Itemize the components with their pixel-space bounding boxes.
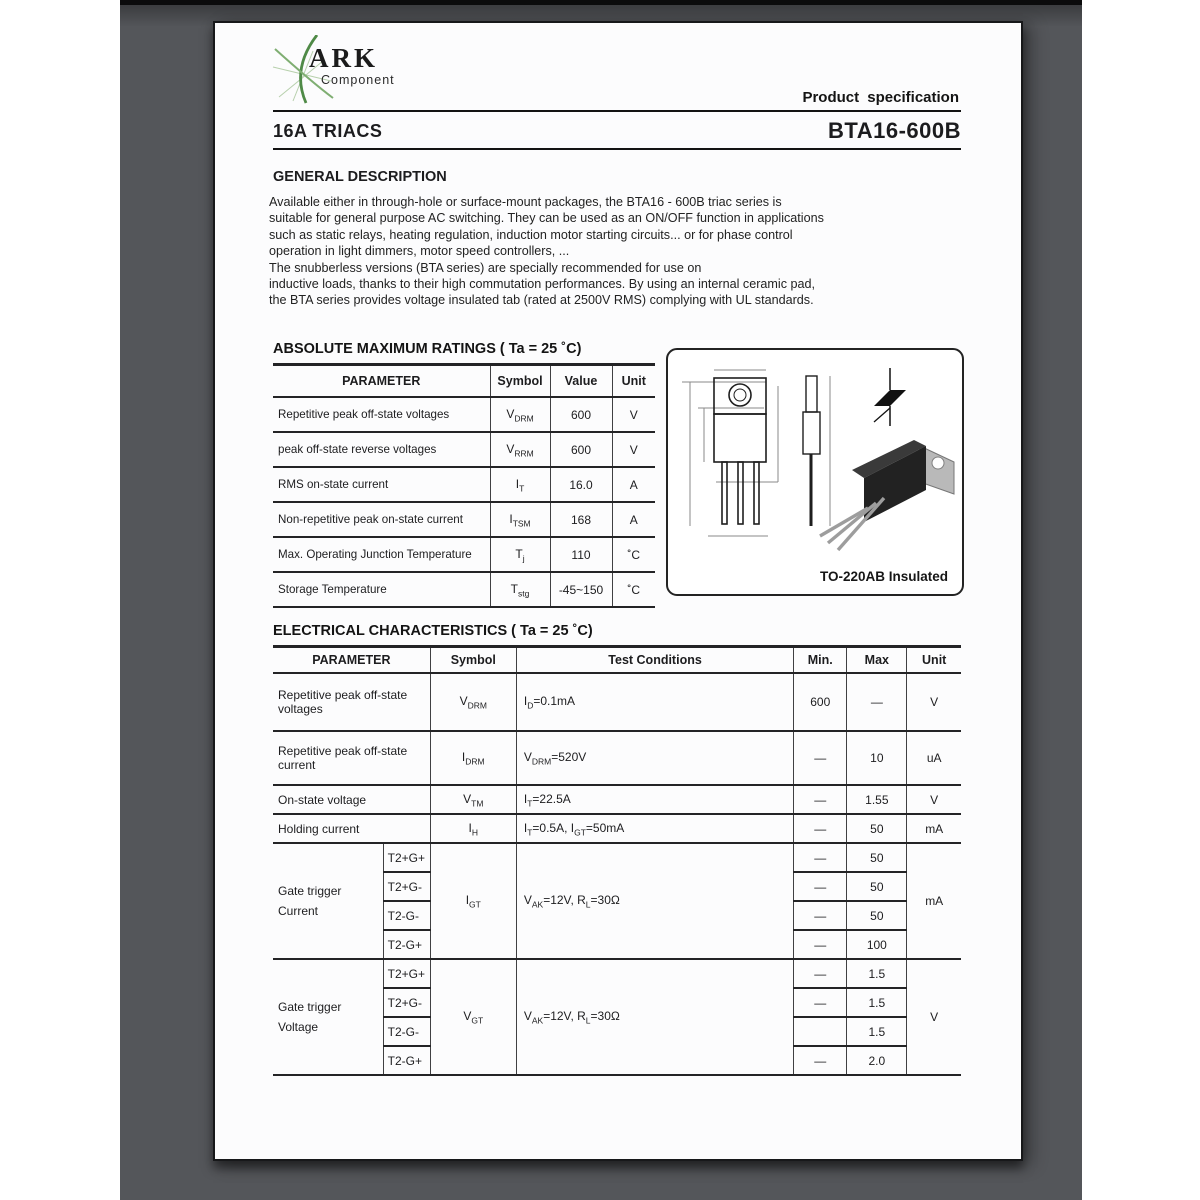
cell-max: 1.55 — [847, 785, 907, 814]
col-header: Value — [550, 365, 612, 398]
cell-conditions: $V_{AK}=12V$, $R_L=30\Omega$ — [516, 843, 793, 959]
cell-quadrant: T2-G+ — [383, 930, 430, 959]
cell-symbol: $V_{RRM}$ — [490, 432, 550, 467]
cell-min: — — [794, 872, 847, 901]
cell-min: — — [794, 785, 847, 814]
cell-quadrant: T2-G- — [383, 901, 430, 930]
cell-unit: A — [612, 502, 655, 537]
cell-quadrant: T2+G- — [383, 872, 430, 901]
cell-unit: V — [612, 397, 655, 432]
col-header: PARAMETER — [273, 365, 490, 398]
package-3d-illustration — [820, 440, 954, 550]
col-header: Unit — [612, 365, 655, 398]
description-line: operation in light dimmers, motor speed controllers, ... — [269, 244, 570, 259]
cell-value: 168 — [550, 502, 612, 537]
cell-max: 50 — [847, 843, 907, 872]
package-caption: TO-220AB Insulated — [819, 569, 948, 584]
cell-max: 50 — [847, 901, 907, 930]
cell-unit: ˚C — [612, 572, 655, 607]
cell-min: — — [794, 814, 847, 843]
cell-min: — — [794, 731, 847, 785]
cell-param: Holding current — [273, 814, 430, 843]
cell-max: 1.5 — [847, 959, 907, 988]
amr-section-title: ABSOLUTE MAXIMUM RATINGS ( Ta = 25 ˚C) — [273, 341, 582, 357]
general-description-title: GENERAL DESCRIPTION — [273, 169, 447, 185]
cell-symbol: $V_{GT}$ — [430, 959, 516, 1075]
product-specification-label: Product specification — [802, 89, 959, 106]
cell-min — [794, 1017, 847, 1046]
cell-symbol: $I_T$ — [490, 467, 550, 502]
datasheet-page — [213, 21, 1023, 1161]
cell-unit: mA — [907, 814, 961, 843]
cell-symbol: $T_j$ — [490, 537, 550, 572]
triac-symbol-icon — [874, 368, 906, 426]
part-number: BTA16-600B — [828, 118, 961, 143]
cell-max: 100 — [847, 930, 907, 959]
cell-param: Repetitive peak off-state voltages — [273, 397, 490, 432]
category-title: 16A TRIACS — [273, 120, 383, 141]
cell-symbol: $I_{DRM}$ — [430, 731, 516, 785]
cell-min: — — [794, 901, 847, 930]
description-line: the BTA series provides voltage insulated tab (rated at 2500V RMS) complying with UL standards. — [269, 293, 814, 308]
logo-sub-text: Component — [321, 73, 395, 87]
col-header: Unit — [907, 647, 961, 674]
cell-param: Max. Operating Junction Temperature — [273, 537, 490, 572]
cell-param: Gate trigger Current — [273, 843, 383, 959]
description-line: inductive loads, thanks to their high commutation performances. By using an internal ceramic pad, — [269, 277, 816, 292]
logo-brand-text: ARK — [309, 43, 378, 73]
cell-value: -45~150 — [550, 572, 612, 607]
col-header: Symbol — [490, 365, 550, 398]
cell-param: Storage Temperature — [273, 572, 490, 607]
cell-param: Repetitive peak off-state current — [273, 731, 430, 785]
cell-symbol: $T_{stg}$ — [490, 572, 550, 607]
cell-unit: V — [907, 785, 961, 814]
cell-max: 50 — [847, 814, 907, 843]
cell-conditions: $I_T=0.5A$, $I_{GT}=50mA$ — [516, 814, 793, 843]
cell-conditions: $I_D=0.1mA$ — [516, 673, 793, 731]
cell-symbol: $I_H$ — [430, 814, 516, 843]
cell-unit: V — [612, 432, 655, 467]
cell-value: 16.0 — [550, 467, 612, 502]
description-line: such as static relays, heating regulation, induction motor starting circuits... or for phase control — [269, 227, 793, 242]
package-outline-box — [666, 348, 964, 596]
cell-value: 600 — [550, 397, 612, 432]
cell-unit: ˚C — [612, 537, 655, 572]
cell-conditions: $I_T=22.5A$ — [516, 785, 793, 814]
col-header: Max — [847, 647, 907, 674]
col-header: PARAMETER — [273, 647, 430, 674]
cell-param: Gate trigger Voltage — [273, 959, 383, 1075]
cell-value: 600 — [550, 432, 612, 467]
cell-symbol: $V_{DRM}$ — [490, 397, 550, 432]
col-header: Test Conditions — [516, 647, 793, 674]
cell-min: — — [794, 1046, 847, 1075]
cell-param: Non-repetitive peak on-state current — [273, 502, 490, 537]
cell-param: On-state voltage — [273, 785, 430, 814]
cell-unit: V — [907, 673, 961, 731]
package-drawings — [668, 350, 961, 593]
cell-min: — — [794, 988, 847, 1017]
cell-symbol: $V_{DRM}$ — [430, 673, 516, 731]
cell-quadrant: T2-G+ — [383, 1046, 430, 1075]
cell-param: RMS on-state current — [273, 467, 490, 502]
cell-max: — — [847, 673, 907, 731]
general-description-text — [269, 194, 824, 309]
title-row — [273, 116, 961, 146]
cell-value: 110 — [550, 537, 612, 572]
cell-min: — — [794, 959, 847, 988]
electrical-characteristics-table — [273, 645, 961, 1076]
cell-max: 2.0 — [847, 1046, 907, 1075]
cell-param: peak off-state reverse voltages — [273, 432, 490, 467]
cell-min: 600 — [794, 673, 847, 731]
cell-quadrant: T2+G- — [383, 988, 430, 1017]
col-header: Symbol — [430, 647, 516, 674]
divider — [273, 148, 961, 150]
cell-unit: A — [612, 467, 655, 502]
cell-symbol: $I_{TSM}$ — [490, 502, 550, 537]
cell-quadrant: T2+G+ — [383, 843, 430, 872]
description-line: Available either in through-hole or surface-mount packages, the BTA16 - 600B triac series is — [269, 195, 782, 209]
cell-max: 10 — [847, 731, 907, 785]
divider — [273, 110, 961, 112]
cell-max: 1.5 — [847, 988, 907, 1017]
description-line: The snubberless versions (BTA series) are specially recommended for use on — [269, 260, 702, 275]
col-header: Min. — [794, 647, 847, 674]
cell-unit: uA — [907, 731, 961, 785]
cell-min: — — [794, 930, 847, 959]
cell-conditions: $V_{AK}=12V$, $R_L=30\Omega$ — [516, 959, 793, 1075]
cell-min: — — [794, 843, 847, 872]
cell-conditions: $V_{DRM}=520V$ — [516, 731, 793, 785]
cell-quadrant: T2+G+ — [383, 959, 430, 988]
cell-max: 1.5 — [847, 1017, 907, 1046]
cell-symbol: $I_{GT}$ — [430, 843, 516, 959]
ark-logo — [271, 35, 421, 105]
ec-section-title: ELECTRICAL CHARACTERISTICS ( Ta = 25 ˚C) — [273, 623, 593, 639]
cell-unit: mA — [907, 843, 961, 959]
cell-param: Repetitive peak off-state voltages — [273, 673, 430, 731]
cell-quadrant: T2-G- — [383, 1017, 430, 1046]
description-line: suitable for general purpose AC switching. They can be used as an ON/OFF function in applications — [269, 211, 824, 226]
absolute-maximum-ratings-table — [273, 363, 655, 608]
cell-symbol: $V_{TM}$ — [430, 785, 516, 814]
cell-max: 50 — [847, 872, 907, 901]
cell-unit: V — [907, 959, 961, 1075]
